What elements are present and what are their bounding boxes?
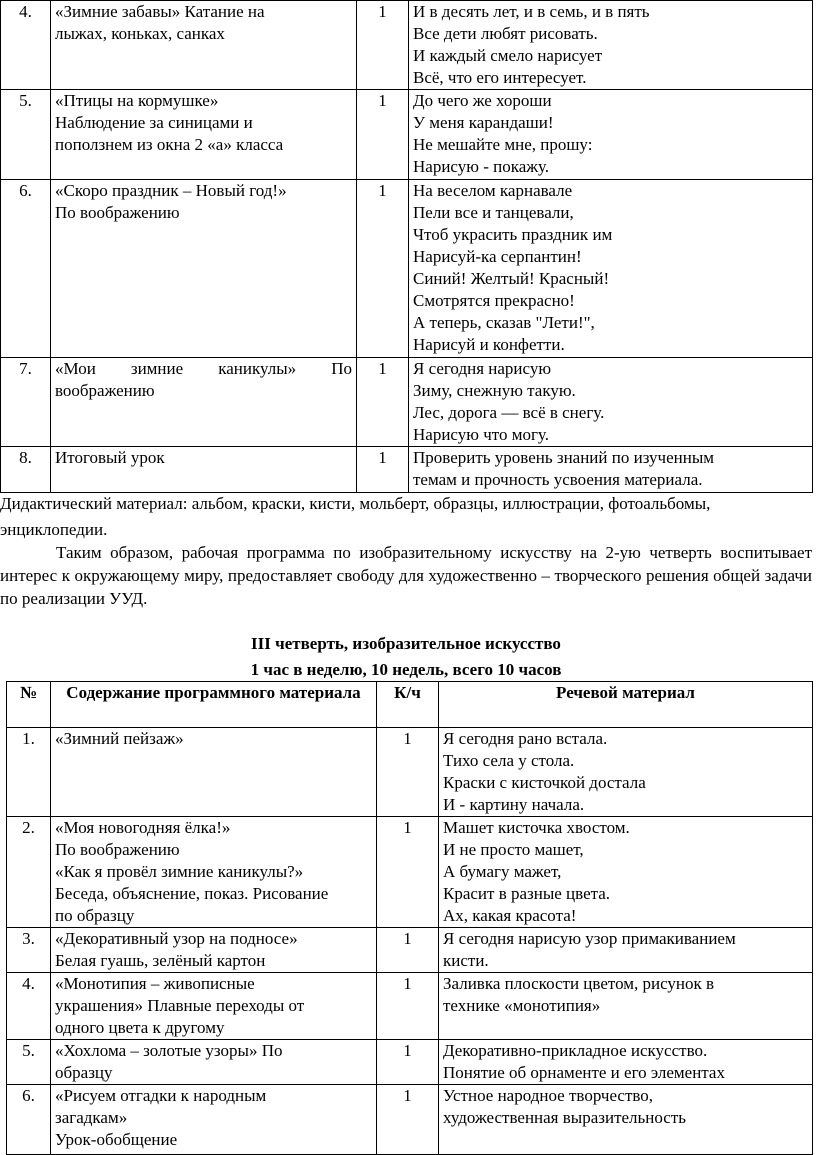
lesson-hours: 1 [377, 928, 439, 973]
lesson-hours: 1 [357, 358, 409, 447]
header-topic: Содержание программного материала [51, 682, 377, 728]
lesson-hours: 1 [357, 447, 409, 493]
row-number: 2. [7, 817, 51, 928]
header-speech: Речевой материал [439, 682, 813, 728]
speech-material: И в десять лет, и в семь, и в пять Все дети любят рисовать. И каждый смело нарисует Всё, что его интересует. [409, 1, 813, 90]
table-row [7, 728, 813, 817]
speech-material: Я сегодня нарисую Зиму, снежную такую. Лес, дорога — всё в снегу. Нарисую что могу. [409, 358, 813, 447]
speech-material: Декоративно-прикладное искусство. Понятие об орнаменте и его элементах [439, 1040, 813, 1085]
table-row [1, 1, 813, 90]
speech-material: Машет кисточка хвостом. И не просто машет, А бумагу мажет, Красит в разные цвета. Ах, какая красота! [439, 817, 813, 928]
table-row [1, 90, 813, 180]
row-number: 5. [1, 90, 51, 180]
lesson-topic: «Рисуем отгадки к народным загадкам» Урок-обобщение [51, 1085, 377, 1155]
row-number: 4. [1, 1, 51, 90]
row-number: 4. [7, 973, 51, 1040]
section-title: III четверть, изобразительное искусство [251, 634, 561, 653]
speech-material: Я сегодня рано встала. Тихо села у стола. Краски с кисточкой достала И - картину начала. [439, 728, 813, 817]
row-number: 6. [1, 180, 51, 358]
lesson-topic: «Декоративный узор на подносе» Белая гуашь, зелёный картон [51, 928, 377, 973]
speech-material: До чего же хороши У меня карандаши! Не мешайте мне, прошу: Нарисую - покажу. [409, 90, 813, 180]
lesson-hours: 1 [377, 817, 439, 928]
lesson-hours: 1 [377, 728, 439, 817]
speech-material: Устное народное творчество, художественная выразительность [439, 1085, 813, 1155]
lesson-table-quarter-2 [0, 0, 813, 493]
didactic-materials: Дидактический материал: альбом, краски, кисти, мольберт, образцы, иллюстрации, фотоальбомы, энциклопедии. [0, 494, 711, 539]
table-row [7, 928, 813, 973]
row-number: 3. [7, 928, 51, 973]
lesson-hours: 1 [357, 1, 409, 90]
row-number: 8. [1, 447, 51, 493]
lesson-hours: 1 [377, 1040, 439, 1085]
conclusion-paragraph: Таким образом, рабочая программа по изобразительному искусству на 2-ую четверть воспитывает интерес к окружающему миру, предоставляет свободу для художественно – творческого решения общей задачи по реализации УУД. [0, 543, 812, 608]
table-row [1, 180, 813, 358]
lesson-topic: «Хохлома – золотые узоры» По образцу [51, 1040, 377, 1085]
speech-material: Я сегодня нарисую узор примакиванием кисти. [439, 928, 813, 973]
table-header-row [7, 682, 813, 728]
table-row [7, 973, 813, 1040]
speech-material: На веселом карнавале Пели все и танцевали, Чтоб украсить праздник им Нарисуй-ка серпантин! Синий! Желтый! Красный! Смотрятся прекрасно! А теперь, сказав "Лети!", Нарисуй и конфетти. [409, 180, 813, 358]
table-row [1, 358, 813, 447]
lesson-hours: 1 [357, 180, 409, 358]
lesson-topic: Итоговый урок [51, 447, 357, 493]
table-row [7, 817, 813, 928]
lesson-topic: «Птицы на кормушке» Наблюдение за синицами и поползнем из окна 2 «а» класса [51, 90, 357, 180]
lesson-topic: «Монотипия – живописные украшения» Плавные переходы от одного цвета к другому [51, 973, 377, 1040]
table-row [7, 1085, 813, 1155]
lesson-hours: 1 [357, 90, 409, 180]
lesson-topic: «Мои зимние каникулы» По воображению [51, 358, 357, 447]
speech-material: Проверить уровень знаний по изученным темам и прочность усвоения материала. [409, 447, 813, 493]
table-row [7, 1040, 813, 1085]
row-number: 7. [1, 358, 51, 447]
header-hours: К/ч [377, 682, 439, 728]
speech-material: Заливка плоскости цветом, рисунок в технике «монотипия» [439, 973, 813, 1040]
table-row [1, 447, 813, 493]
lesson-topic: «Моя новогодняя ёлка!» По воображению «Как я провёл зимние каникулы?» Беседа, объяснение, показ. Рисование по образцу [51, 817, 377, 928]
lesson-hours: 1 [377, 973, 439, 1040]
row-number: 6. [7, 1085, 51, 1155]
row-number: 5. [7, 1040, 51, 1085]
header-number: № [7, 682, 51, 728]
section-subtitle: 1 час в неделю, 10 недель, всего 10 часов [250, 660, 562, 679]
lesson-topic: «Скоро праздник – Новый год!» По воображению [51, 180, 357, 358]
lesson-table-quarter-3 [6, 681, 813, 1155]
lesson-topic: «Зимний пейзаж» [51, 728, 377, 817]
lesson-hours: 1 [377, 1085, 439, 1155]
lesson-topic: «Зимние забавы» Катание на лыжах, коньках, санках [51, 1, 357, 90]
row-number: 1. [7, 728, 51, 817]
